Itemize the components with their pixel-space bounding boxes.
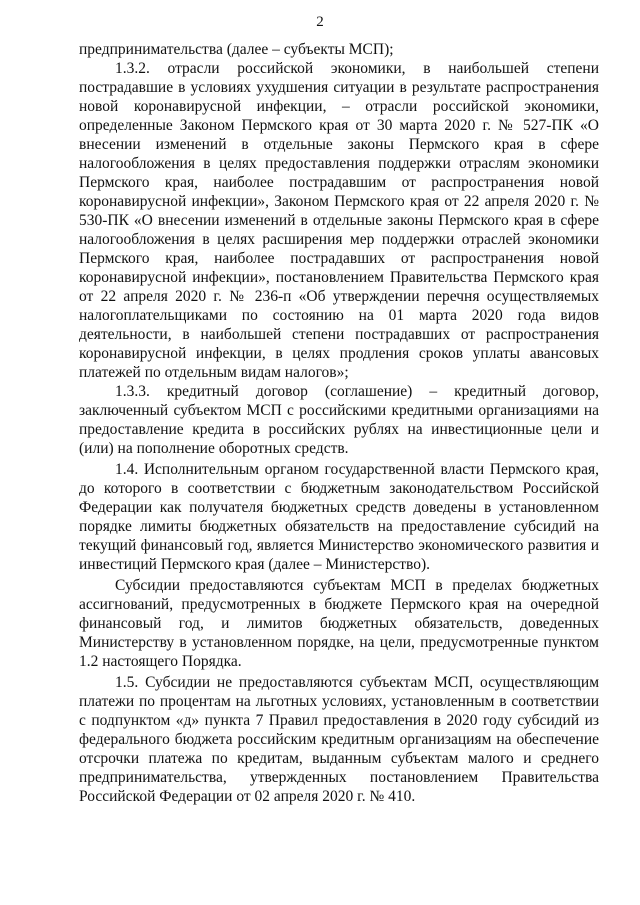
page-number: 2 [316,14,324,30]
paragraph-subsidies: Субсидии предоставляются субъектам МСП в пределах бюджетных ассигнований, предусмотренных в бюджете Пермского края на очередной финансовый год, и лимитов бюджетных обязательств, доведенных Министерству в установленном порядке, на цели, предусмотренные пунктом 1.2 настоящего Порядка. [79,577,599,670]
paragraph-1-3-3: 1.3.3. кредитный договор (соглашение) – кредитный договор, заключенный субъектом МСП с российскими кредитными организациями на предоставление кредита в российских рублях на инвестиционные цели и (или) на пополнение оборотных средств. [79,383,599,457]
paragraph-1-3-2: 1.3.2. отрасли российской экономики, в наибольшей степени пострадавшие в условиях ухудшения ситуации в результате распространения новой коронавирусной инфекции, – отрасли российской экономики, определенные Законом Пермского края от 30 марта 2020 г. № 527-ПК «О внесении изменений в отдельные законы Пермского края в сфере налогообложения в целях предоставления поддержки отраслям экономики Пермского края, наиболее пострадавшим от распространения новой коронавирусной инфекции», Законом Пермского края от 22 апреля 2020 г. № 530-ПК «О внесении изменений в отдельные законы Пермского края в сфере налогообложения в целях расширения мер поддержки отраслей экономики Пермского края, наиболее пострадавших от распространения новой коронавирусной инфекции», постановлением Правительства Пермского края от 22 апреля 2020 г. № 236-п «Об утверждении перечня осуществляемых налогоплательщиками по состоянию на 01 марта 2020 года видов деятельности, в наибольшей степени пострадавших от распространения коронавирусной инфекции, в целях продления сроков уплаты авансовых платежей по отдельным видам налогов»; [79,60,599,381]
paragraph-1-4: 1.4. Исполнительным органом государственной власти Пермского края, до которого в соответствии с бюджетным законодательством Российской Федерации как получателя бюджетных средств доведены в установленном порядке лимиты бюджетных обязательств на предоставление субсидий на текущий финансовый год, является Министерство экономического развития и инвестиций Пермского края (далее – Министерство). [79,461,599,573]
document-body [79,40,599,806]
paragraph-1-5: 1.5. Субсидии не предоставляются субъектам МСП, осуществляющим платежи по процентам на льготных условиях, установленным в соответствии с подпунктом «д» пункта 7 Правил предоставления в 2020 году субсидий из федерального бюджета российским кредитным организациям на обеспечение отсрочки платежа по кредитам, выданным субъектам малого и среднего предпринимательства, утвержденных постановлением Правительства Российской Федерации от 02 апреля 2020 г. № 410. [79,674,599,805]
paragraph-continuation: предпринимательства (далее – субъекты МСП); [79,41,394,58]
